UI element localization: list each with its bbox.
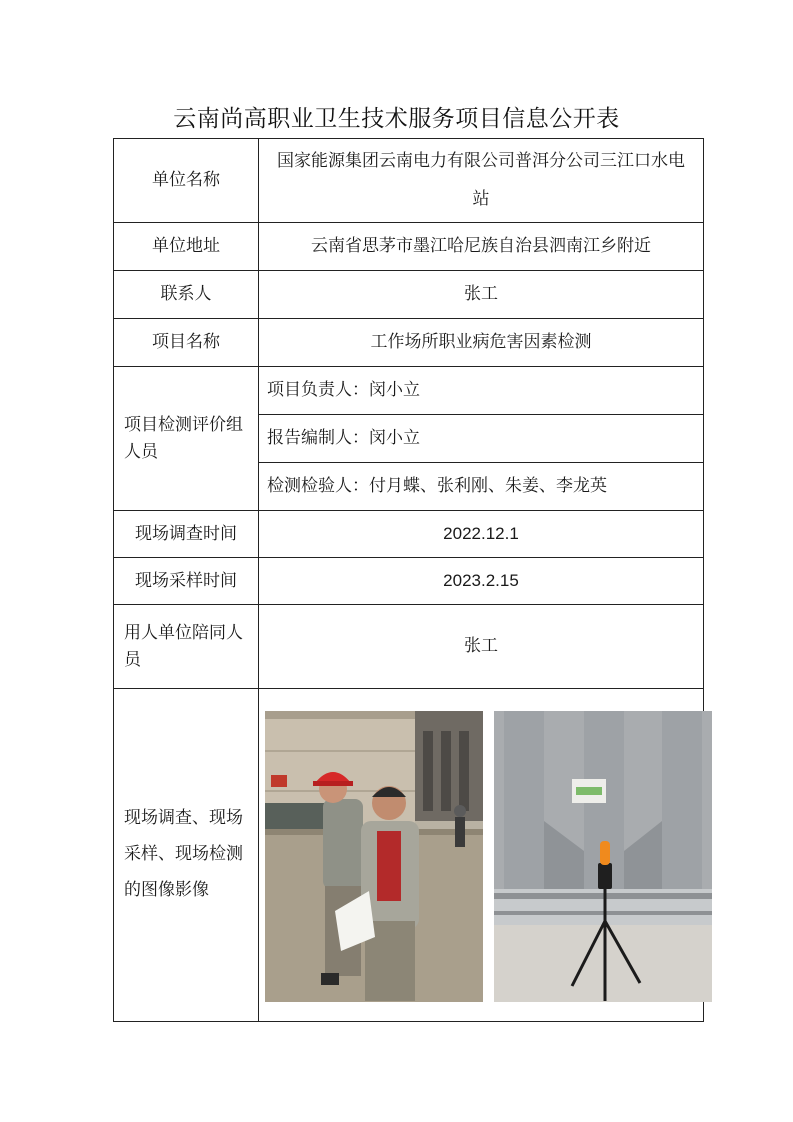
site-survey-photo <box>265 711 483 1002</box>
label-team: 项目检测评价组人员 <box>114 367 259 511</box>
value-team-report-author: 报告编制人：闵小立 <box>259 415 704 463</box>
label-project-name: 项目名称 <box>114 319 259 367</box>
label-escort: 用人单位陪同人员 <box>114 605 259 689</box>
value-address: 云南省思茅市墨江哈尼族自治县泗南江乡附近 <box>259 223 704 271</box>
label-company-name: 单位名称 <box>114 139 259 223</box>
row-images <box>114 689 704 1022</box>
row-sampling-time <box>114 558 704 605</box>
label-images: 现场调查、现场采样、现场检测的图像影像 <box>114 689 259 1022</box>
info-table <box>113 138 704 1022</box>
row-company-name <box>114 139 704 223</box>
value-team-inspectors: 检测检验人：付月蝶、张利刚、朱姜、李龙英 <box>259 463 704 511</box>
label-survey-time: 现场调查时间 <box>114 511 259 558</box>
value-survey-time: 2022.12.1 <box>259 511 704 558</box>
row-address <box>114 223 704 271</box>
label-address: 单位地址 <box>114 223 259 271</box>
label-sampling-time: 现场采样时间 <box>114 558 259 605</box>
sampling-equipment-photo <box>494 711 712 1002</box>
row-survey-time <box>114 511 704 558</box>
value-company-name: 国家能源集团云南电力有限公司普洱分公司三江口水电站 <box>259 139 704 223</box>
value-team-leader: 项目负责人：闵小立 <box>259 367 704 415</box>
value-project-name: 工作场所职业病危害因素检测 <box>259 319 704 367</box>
value-contact: 张工 <box>259 271 704 319</box>
document-title: 云南尚高职业卫生技术服务项目信息公开表 <box>173 106 620 132</box>
value-sampling-time: 2023.2.15 <box>259 558 704 605</box>
images-cell <box>259 689 704 1022</box>
row-project-name <box>114 319 704 367</box>
row-contact <box>114 271 704 319</box>
value-escort: 张工 <box>259 605 704 689</box>
label-contact: 联系人 <box>114 271 259 319</box>
photo-gallery <box>259 689 703 1021</box>
row-escort <box>114 605 704 689</box>
row-team-leader <box>114 367 704 415</box>
